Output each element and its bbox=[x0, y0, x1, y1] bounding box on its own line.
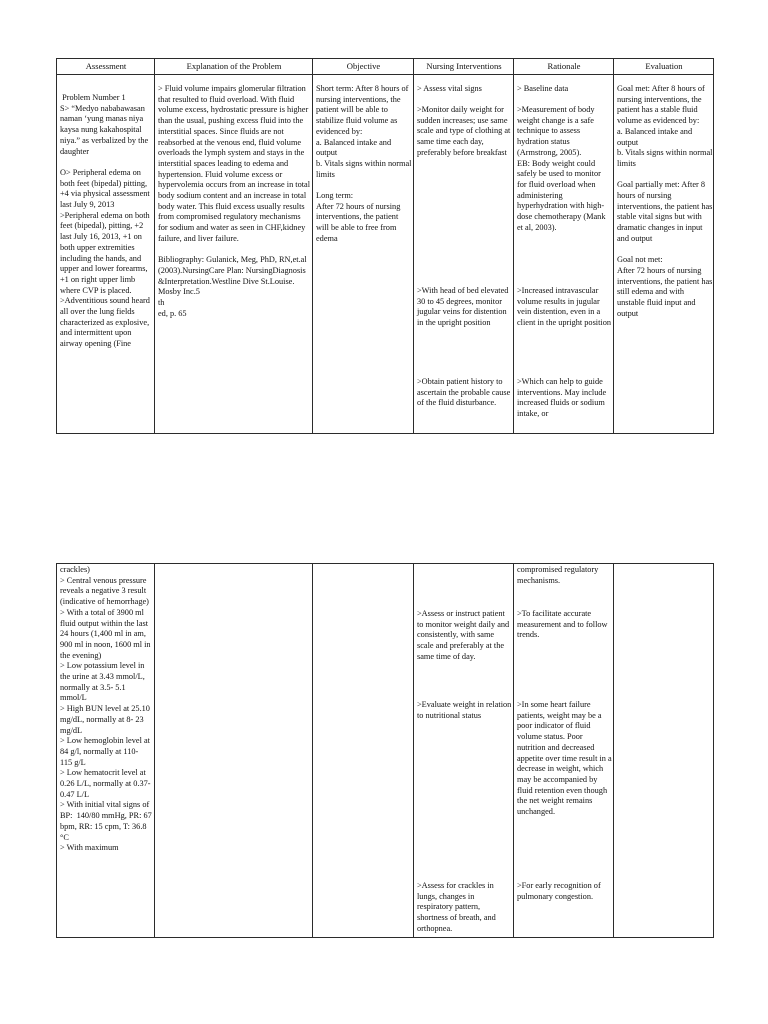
header-assessment: Assessment bbox=[85, 61, 127, 71]
header-rationale: Rationale bbox=[547, 61, 581, 71]
rationale-item: >Which can help to guide interventions. May include increased fluids or sodium intake, or bbox=[517, 377, 609, 419]
assessment-text: crackles) > Central venous pressure reveals a negative 3 result (indicative of hemorrhage) > With a total of 3900 ml fluid output within the last 24 hours (1,400 ml in am, 900 ml in noon, 1600 ml in the evening) > Low potassium level in the urine at 3.43 mmol/L, normally at 3.5- 5.1 mmol/L > High BUN level at 25.10 mg/dL, normally at 8- 23 mg/dL > Low hemoglobin level at 84 g/l, normally at 110- 115 g/L > Low hematocrit level at 0.26 L/L, normally at 0.37- 0.47 L/L > With initial vital signs of BP: 140/80 mmHg, PR: 67 bpm, RR: 15 cpm, T: 36.8 °C > With maximum bbox=[60, 565, 152, 853]
header-nursing-interventions: Nursing Interventions bbox=[426, 61, 502, 71]
care-plan-table-page-1 bbox=[56, 58, 714, 434]
intervention-item: >With head of bed elevated 30 to 45 degrees, monitor jugular veins for distention in the upright position bbox=[417, 286, 511, 328]
explanation-text: > Fluid volume impairs glomerular filtration that resulted to fluid overload. With fluid volume excess, hydrostatic pressure is higher than the usual, pushing excess fluid into the interstitial spaces. Since fluids are not reabsorbed at the venous end, fluid volume overloads the lymph system and stays in the interstitial spaces leading to edema and hypertension. Fluid volume excess or hypervolemia occurs from an increase in total body sodium content and an increase in total body water. This fluid excess usually results from compromised regulatory mechanisms for sodium and water as seen in CHF,kidney failure, and liver failure. Bibliography: Gulanick, Meg, PhD, RN,et.al (2003).NursingCare Plan: NursingDiagnosis &Interpretation.Westline Dive St.Louise. Mosby Inc.5 th ed, p. 65 bbox=[158, 84, 311, 318]
rationale-item: > Baseline data bbox=[517, 84, 569, 93]
rationale-item: >Measurement of body weight change is a safe technique to assess hydration status (Armstrong, 2005). EB: Body weight could safely be used to monitor for fluid overload when administering hyperhydration with high-dose chemotherapy (Mank et al, 2003). bbox=[517, 105, 606, 232]
intervention-item: >Evaluate weight in relation to nutritional status bbox=[417, 700, 514, 720]
header-evaluation: Evaluation bbox=[645, 61, 683, 71]
rationale-item: compromised regulatory mechanisms. bbox=[517, 565, 601, 585]
header-objective: Objective bbox=[346, 61, 381, 71]
intervention-item: >Assess for crackles in lungs, changes in respiratory pattern, shortness of breath, and orthopnea. bbox=[417, 881, 498, 933]
care-plan-table-page-2 bbox=[56, 563, 714, 938]
rationale-item: >Increased intravascular volume results in jugular vein distention, even in a client in the upright position bbox=[517, 286, 612, 328]
column-explanation bbox=[155, 564, 313, 937]
rationale-item: >For early recognition of pulmonary congestion. bbox=[517, 881, 603, 901]
header-explanation: Explanation of the Problem bbox=[186, 61, 282, 71]
intervention-item: >Monitor daily weight for sudden increases; use same scale and type of clothing at same time each day, preferably before breakfast bbox=[417, 105, 513, 157]
rationale-item: >To facilitate accurate measurement and to follow trends. bbox=[517, 609, 610, 640]
objective-text: Short term: After 8 hours of nursing interventions, the patient will be able to stabilize fluid volume as evidenced by: a. Balanced intake and output b. Vitals signs within normal limits Long term: After 72 hours of nursing interventions, the patient will be able to free from edema bbox=[316, 84, 412, 243]
column-objective bbox=[313, 564, 414, 937]
intervention-item: > Assess vital signs bbox=[417, 84, 482, 93]
intervention-item: >Assess or instruct patient to monitor weight daily and consistently, with same scale and preferably at the same time of day. bbox=[417, 609, 512, 661]
column-evaluation bbox=[614, 564, 714, 937]
table-header-row bbox=[57, 59, 713, 75]
evaluation-text: Goal met: After 8 hours of nursing interventions, the patient has a stable fluid volume as evidenced by: a. Balanced intake and output b. Vitals signs within normal limits Goal partially met: After 8 hours of nursing interventions, the patient has stable vital signs but with dramatic changes in input and output Goal not met: After 72 hours of nursing interventions, the patient has still edema and with unstable fluid input and output bbox=[617, 84, 713, 318]
intervention-item: >Obtain patient history to ascertain the probable cause of the fluid disturbance. bbox=[417, 377, 513, 408]
assessment-text: Problem Number 1 S> “Medyo nababawasan naman ‘yung manas niya kaysa nung kakahospital niya.” as verbalized by the daughter O> Peripheral edema on both feet (bipedal) pitting, +4 via physical assessment last July 9, 2013 >Peripheral edema on both feet (bipedal), pitting, +2 last July 16, 2013, +1 on both upper extremities including the hands, and upper and lower forearms, +1 on right upper limb where CVP is placed. >Adventitious sound heard all over the lung fields characterized as explosive, and intermittent upon airway opening (Fine bbox=[60, 93, 150, 349]
rationale-item: >In some heart failure patients, weight may be a poor indicator of fluid volume status. Poor nutrition and decreased appetite over time result in a decrease in weight, which may be accompanied by fluid retention even though the net weight remains unchanged. bbox=[517, 700, 614, 817]
